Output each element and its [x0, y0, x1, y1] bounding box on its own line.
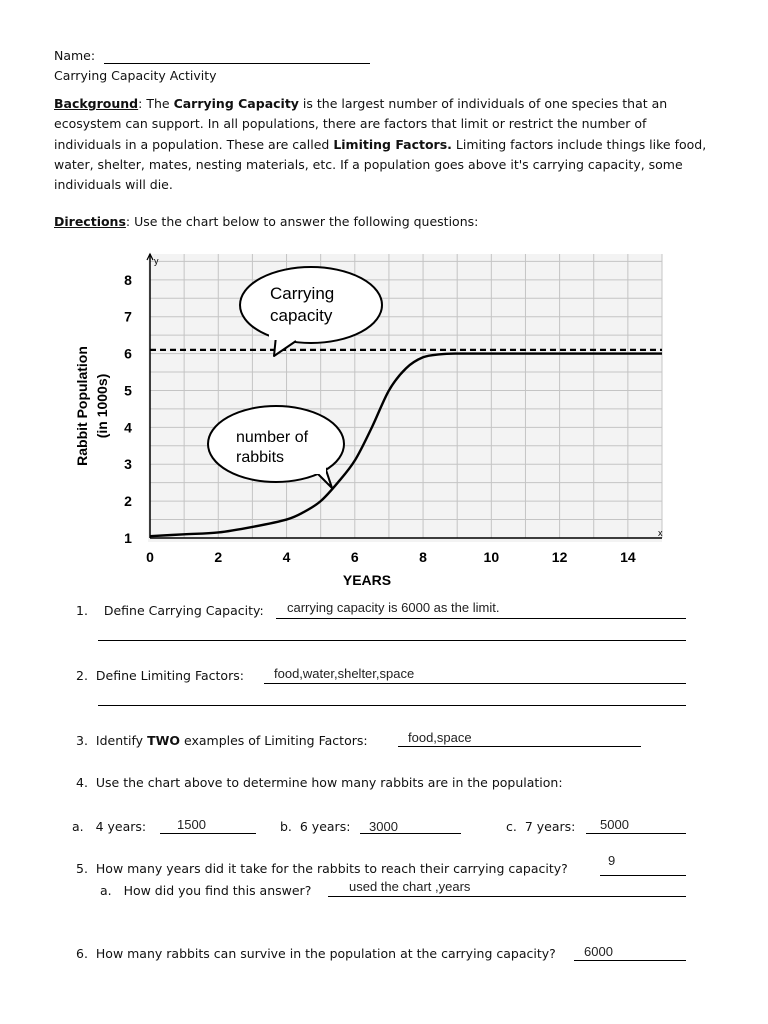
q4b-line	[360, 833, 461, 834]
directions-text: : Use the chart below to answer the following questions:	[125, 214, 479, 229]
q3-text-bold: TWO	[147, 733, 181, 748]
q3-text-a: Identify	[95, 733, 148, 748]
q2-answer[interactable]: food,water,shelter,space	[274, 666, 415, 681]
q5a-label: a.	[100, 883, 112, 898]
callout-rabbits-line1: number of	[236, 429, 309, 446]
q4-number: 4.	[76, 775, 88, 790]
x-tick-label: 4	[282, 549, 291, 565]
y-tick-label: 7	[124, 308, 132, 325]
y-tick-label: 4	[124, 419, 132, 436]
q1-line-1	[276, 618, 686, 619]
question-6	[76, 946, 556, 961]
q4c	[506, 819, 575, 834]
q2-line-1	[264, 683, 686, 684]
q5-answer[interactable]: 9	[608, 853, 616, 868]
q5a-text: How did you find this answer?	[123, 883, 312, 898]
q1-line-2	[98, 640, 686, 641]
y-tick-label: 3	[124, 456, 132, 473]
q3-line	[398, 746, 641, 747]
y-tick-label: 6	[124, 345, 132, 362]
x-tick-label: 12	[551, 549, 568, 565]
x-tick-label: 10	[483, 549, 500, 565]
question-2	[76, 668, 244, 683]
q1-number: 1.	[76, 603, 88, 618]
callout-carrying-line1: Carrying	[270, 284, 335, 303]
question-3	[76, 733, 368, 748]
y-tick-label: 2	[124, 493, 132, 510]
q4a-text: 4 years:	[95, 819, 147, 834]
x-axis-letter: x	[658, 528, 663, 538]
background-text-3: Limiting factors include things like food, water, shelter, mates, nesting materials, etc. If a population goes above it's carrying capacity, some individuals will die.	[54, 136, 707, 193]
name-label: Name:	[54, 48, 96, 63]
directions-label: Directions	[54, 214, 126, 229]
q2-line-2	[98, 705, 686, 706]
y-tick-label: 5	[124, 382, 132, 399]
q3-number: 3.	[76, 733, 88, 748]
name-field[interactable]	[104, 63, 370, 64]
question-5	[76, 861, 568, 876]
q5a-line	[328, 896, 686, 897]
q4b-label: b.	[280, 819, 292, 834]
q2-text: Define Limiting Factors:	[95, 668, 244, 683]
q3-text-b: examples of Limiting Factors:	[180, 733, 368, 748]
q2-number: 2.	[76, 668, 88, 683]
background-text-2: is the largest number of individuals of one species that an ecosystem can support. In all populations, there are factors that limit or restrict the number of individuals in a population. These are called	[54, 96, 668, 152]
x-tick-label: 14	[620, 549, 636, 565]
q5a-answer[interactable]: used the chart ,years	[349, 879, 471, 894]
q4c-label: c.	[506, 819, 517, 834]
q4b-text: 6 years:	[299, 819, 351, 834]
question-4	[76, 775, 563, 790]
y-tick-label: 8	[124, 271, 132, 288]
page-title: Carrying Capacity Activity	[54, 68, 217, 83]
background-label: Background	[54, 96, 139, 111]
y-axis-label-line2: (in 1000s)	[94, 373, 110, 439]
q5a	[100, 883, 311, 898]
rabbit-population-chart	[64, 246, 668, 590]
q6-text: How many rabbits can survive in the population at the carrying capacity?	[95, 946, 556, 961]
q4a	[72, 819, 146, 834]
q3-answer[interactable]: food,space	[408, 730, 472, 745]
q4c-answer[interactable]: 5000	[600, 817, 629, 832]
background-paragraph	[54, 94, 714, 195]
callout-carrying-line2: capacity	[270, 306, 333, 325]
plot-background	[148, 254, 662, 542]
q5-text: How many years did it take for the rabbits to reach their carrying capacity?	[95, 861, 568, 876]
q4a-line	[160, 833, 256, 834]
y-axis-letter: y	[154, 256, 159, 266]
q4c-text: 7 years:	[524, 819, 576, 834]
q1-text: Define Carrying Capacity:	[103, 603, 264, 618]
x-axis-label: YEARS	[342, 572, 392, 588]
x-tick-label: 6	[350, 549, 359, 565]
q4b-answer[interactable]: 3000	[369, 819, 398, 834]
q5-line	[600, 875, 686, 876]
q6-number: 6.	[76, 946, 88, 961]
directions	[54, 214, 478, 229]
q4a-label: a.	[72, 819, 84, 834]
q1-answer[interactable]: carrying capacity is 6000 as the limit.	[287, 600, 500, 615]
q4c-line	[586, 833, 686, 834]
y-axis-label-line1: Rabbit Population	[74, 346, 90, 466]
background-text-1: : The	[138, 96, 174, 111]
x-tick-label: 2	[214, 549, 223, 565]
y-tick-label: 1	[124, 530, 132, 546]
x-tick-label: 0	[146, 549, 154, 565]
q4a-answer[interactable]: 1500	[177, 817, 206, 832]
q4b	[280, 819, 350, 834]
question-1	[76, 603, 264, 618]
q4-text: Use the chart above to determine how many rabbits are in the population:	[95, 775, 563, 790]
x-tick-label: 8	[419, 549, 427, 565]
q5-number: 5.	[76, 861, 88, 876]
callout-rabbits-line2: rabbits	[236, 449, 285, 466]
carrying-capacity-term: Carrying Capacity	[173, 96, 299, 111]
limiting-factors-term: Limiting Factors.	[333, 136, 452, 152]
q6-line	[574, 960, 686, 961]
q6-answer[interactable]: 6000	[584, 944, 613, 959]
